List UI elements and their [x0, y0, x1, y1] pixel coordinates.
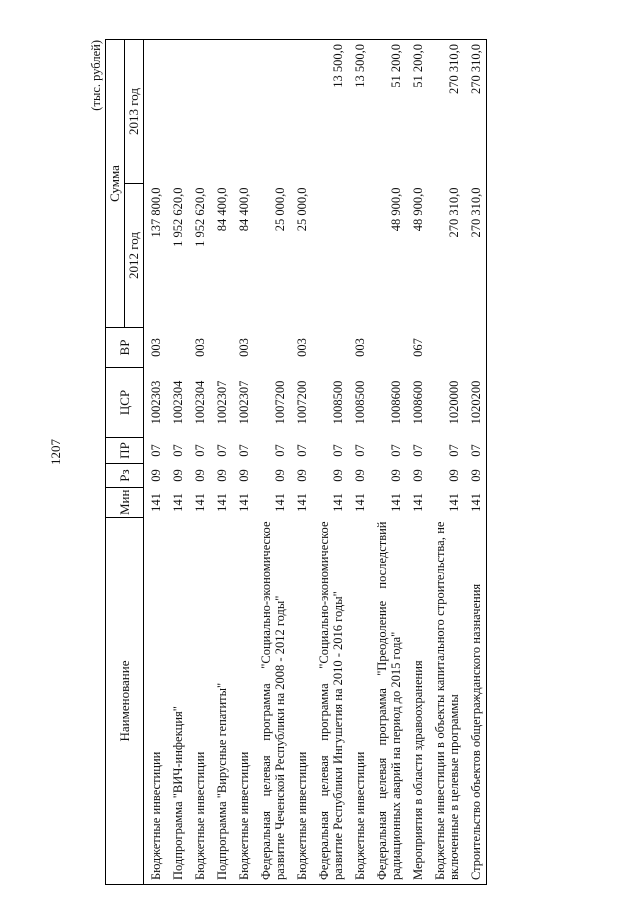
cell-min: 141	[447, 493, 461, 512]
cell-rz: 09	[193, 469, 207, 482]
cell-min: 141	[389, 493, 403, 512]
cell-min: 141	[411, 493, 425, 512]
table-body	[144, 40, 487, 885]
cell-csr: 1008500	[353, 380, 367, 425]
table-row	[232, 40, 254, 885]
cell-vr: 003	[295, 338, 309, 357]
cell-name: Федеральная целевая программа "Социально-экономическое развитие Чеченской Республики на 2008 - 2012 годы"	[254, 518, 290, 885]
cell-csr: 1002307	[237, 380, 251, 425]
cell-csr: 1020200	[464, 368, 487, 438]
cell-min: 141	[295, 493, 309, 512]
cell-csr: 1008600	[411, 380, 425, 425]
cell-rz: 09	[295, 469, 309, 482]
table-row	[406, 40, 428, 885]
unit-label: (тыс. рублей)	[89, 40, 103, 111]
table-row	[254, 40, 290, 885]
table-row	[144, 40, 167, 885]
header-pr: ПР	[106, 438, 144, 464]
budget-table-region	[87, 40, 587, 885]
header-min: Мин	[106, 488, 144, 518]
cell-csr: 1002307	[215, 380, 229, 425]
cell-name: Бюджетные инвестиции	[232, 518, 254, 885]
table-row	[370, 40, 406, 885]
cell-name: Бюджетные инвестиции в объекты капитального строительства, не включенные в целевые программы	[428, 518, 464, 885]
table-row	[188, 40, 210, 885]
cell-vr	[428, 328, 464, 368]
cell-min: 141	[331, 493, 345, 512]
cell-vr: 003	[353, 338, 367, 357]
cell-2012: 270 310,0	[464, 184, 487, 328]
cell-2012: 137 800,0	[144, 184, 167, 328]
cell-2013: 51 200,0	[370, 40, 406, 184]
cell-rz: 09	[389, 469, 403, 482]
cell-2013	[254, 40, 290, 184]
table-row	[348, 40, 370, 885]
cell-pr: 07	[464, 438, 487, 464]
cell-csr: 1007200	[295, 380, 309, 425]
cell-name: Федеральная целевая программа "Преодоление последствий радиационных аварий на период до 2015 года"	[370, 518, 406, 885]
table-row	[312, 40, 348, 885]
header-name: Наименование	[106, 518, 144, 885]
cell-2012: 25 000,0	[273, 187, 287, 232]
cell-min: 141	[273, 493, 287, 512]
cell-rz: 09	[331, 469, 345, 482]
cell-pr: 07	[171, 444, 185, 457]
cell-csr: 1002304	[193, 380, 207, 425]
cell-vr: 067	[411, 338, 425, 357]
cell-csr: 1008600	[389, 380, 403, 425]
cell-2013	[144, 40, 167, 184]
cell-min: 141	[215, 493, 229, 512]
cell-min: 141	[464, 488, 487, 518]
budget-table	[105, 39, 487, 885]
cell-pr: 07	[237, 444, 251, 457]
cell-2012: 84 400,0	[237, 187, 251, 232]
cell-2013	[166, 40, 188, 184]
cell-csr: 1002303	[144, 368, 167, 438]
cell-rz: 09	[144, 464, 167, 488]
cell-name: Бюджетные инвестиции	[188, 518, 210, 885]
cell-vr	[166, 328, 188, 368]
cell-2013	[232, 40, 254, 184]
table-row	[428, 40, 464, 885]
cell-name: Бюджетные инвестиции	[290, 518, 312, 885]
cell-name: Подпрограмма "Вирусные гепатиты"	[210, 518, 232, 885]
cell-pr: 07	[295, 444, 309, 457]
cell-2013	[210, 40, 232, 184]
cell-pr: 07	[331, 444, 345, 457]
cell-2012	[348, 184, 370, 328]
cell-pr: 07	[193, 444, 207, 457]
cell-rz: 09	[237, 469, 251, 482]
cell-vr: 003	[144, 328, 167, 368]
cell-2012	[312, 184, 348, 328]
cell-min: 141	[144, 488, 167, 518]
cell-pr: 07	[144, 438, 167, 464]
cell-2013: 13 500,0	[348, 40, 370, 184]
cell-2013: 270 310,0	[464, 40, 487, 184]
cell-2013: 270 310,0	[428, 40, 464, 184]
cell-vr: 003	[193, 338, 207, 357]
cell-2012: 48 900,0	[411, 187, 425, 232]
table-row	[464, 40, 487, 885]
cell-2013	[290, 40, 312, 184]
cell-rz: 09	[464, 464, 487, 488]
cell-csr: 1007200	[273, 380, 287, 425]
cell-rz: 09	[273, 469, 287, 482]
header-csr: ЦСР	[106, 368, 144, 438]
table-row	[290, 40, 312, 885]
cell-2012: 270 310,0	[447, 187, 461, 238]
cell-pr: 07	[353, 444, 367, 457]
cell-pr: 07	[273, 444, 287, 457]
header-rz: Рз	[106, 464, 144, 488]
cell-min: 141	[193, 493, 207, 512]
cell-pr: 07	[389, 444, 403, 457]
cell-vr	[312, 328, 348, 368]
cell-min: 141	[237, 493, 251, 512]
cell-vr	[464, 328, 487, 368]
cell-csr: 1020000	[447, 380, 461, 425]
cell-rz: 09	[171, 469, 185, 482]
cell-2013	[188, 40, 210, 184]
cell-rz: 09	[447, 469, 461, 482]
cell-vr	[210, 328, 232, 368]
cell-2012: 48 900,0	[389, 187, 403, 232]
cell-2013: 51 200,0	[406, 40, 428, 184]
cell-vr: 003	[237, 338, 251, 357]
cell-name: Подпрограмма "ВИЧ-инфекция"	[166, 518, 188, 885]
cell-name: Строительство объектов общегражданского назначения	[464, 518, 487, 885]
header-year-2013: 2013 год	[125, 40, 144, 184]
header-year-2012: 2012 год	[125, 184, 144, 328]
cell-2012: 84 400,0	[215, 187, 229, 232]
cell-pr: 07	[411, 444, 425, 457]
cell-2013: 13 500,0	[312, 40, 348, 184]
cell-name: Федеральная целевая программа "Социально-экономическое развитие Республики Ингушетия на 2010 - 2016 годы"	[312, 518, 348, 885]
cell-2012: 25 000,0	[295, 187, 309, 232]
cell-vr	[370, 328, 406, 368]
cell-csr: 1002304	[171, 380, 185, 425]
cell-name: Мероприятия в области здравоохранения	[406, 518, 428, 885]
table-header	[106, 40, 144, 885]
header-sum: Сумма	[106, 40, 125, 328]
cell-pr: 07	[215, 444, 229, 457]
cell-csr: 1008500	[331, 380, 345, 425]
page-number: 1207	[48, 439, 63, 465]
cell-vr	[254, 328, 290, 368]
cell-rz: 09	[353, 469, 367, 482]
cell-name: Бюджетные инвестиции	[348, 518, 370, 885]
cell-2012: 1 952 620,0	[193, 187, 207, 247]
cell-2012: 1 952 620,0	[171, 187, 185, 247]
table-row	[210, 40, 232, 885]
cell-pr: 07	[447, 444, 461, 457]
table-row	[166, 40, 188, 885]
cell-rz: 09	[215, 469, 229, 482]
cell-min: 141	[353, 493, 367, 512]
cell-name: Бюджетные инвестиции	[144, 518, 167, 885]
cell-rz: 09	[411, 469, 425, 482]
cell-min: 141	[171, 493, 185, 512]
header-vr: ВР	[106, 328, 144, 368]
